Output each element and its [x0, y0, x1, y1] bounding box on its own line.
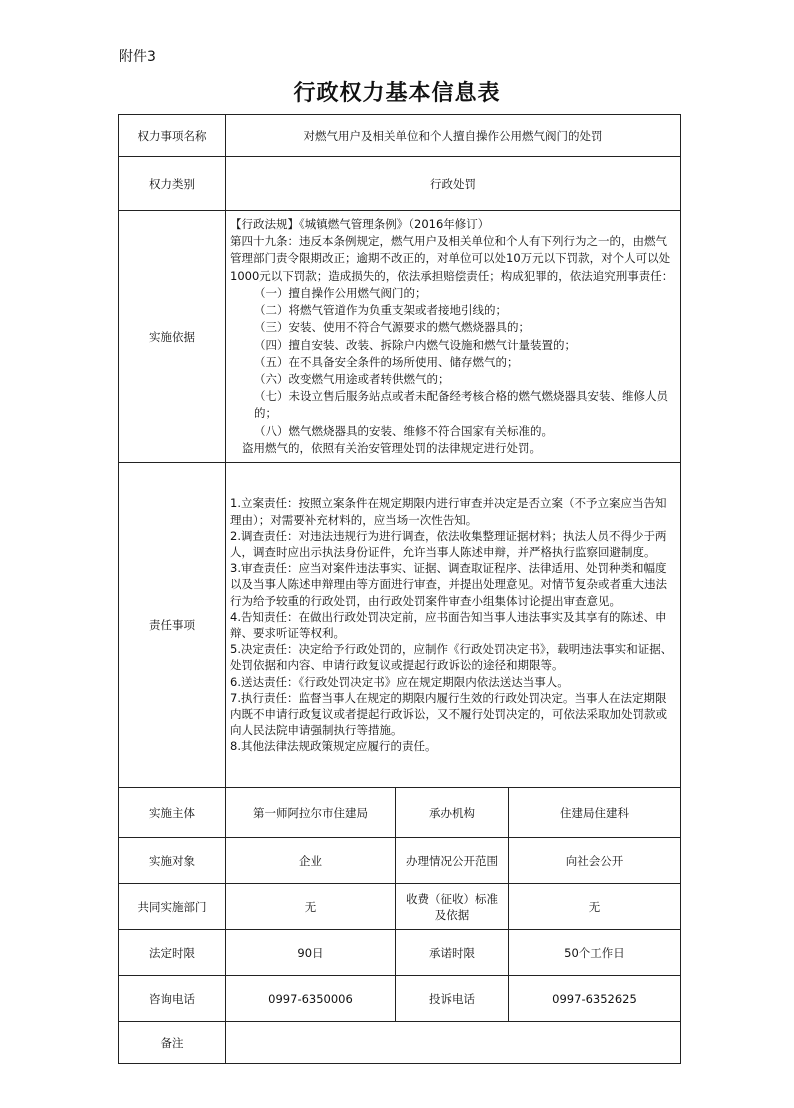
- info-table: [118, 114, 681, 1064]
- subject-value: 第一师阿拉尔市住建局: [226, 788, 396, 838]
- joint-label: 共同实施部门: [119, 884, 226, 930]
- subject-label: 实施主体: [119, 788, 226, 838]
- commit-time-value: 50个工作日: [509, 930, 681, 976]
- target-value: 企业: [226, 838, 396, 884]
- row-target: [119, 838, 681, 884]
- row-time-limit: [119, 930, 681, 976]
- complaint-phone-value: 0997-6352625: [509, 976, 681, 1022]
- responsibility-line: 7.执行责任：监督当事人在规定的期限内履行生效的行政处罚决定。当事人在法定期限内既不申请行政复议或者提起行政诉讼，又不履行处罚决定的，可依法采取加处罚款或向人民法院申请强制执行等措施。: [230, 690, 667, 738]
- row-joint: [119, 884, 681, 930]
- basis-line: （五）在不具备安全条件的场所使用、储存燃气的；: [254, 354, 519, 369]
- item-name-value: 对燃气用户及相关单位和个人擅自操作公用燃气阀门的处罚: [226, 115, 681, 157]
- row-item-name: [119, 115, 681, 157]
- time-limit-label: 法定时限: [119, 930, 226, 976]
- row-responsibility: [119, 463, 681, 788]
- basis-line: （一）擅自操作公用燃气阀门的；: [254, 285, 427, 300]
- attachment-label: 附件3: [119, 49, 156, 65]
- target-label: 实施对象: [119, 838, 226, 884]
- basis-content: [226, 211, 681, 463]
- responsibility-line: 6.送达责任：《行政处罚决定书》应在规定期限内依法送达当事人。: [230, 674, 569, 689]
- basis-line: （七）未设立售后服务站点或者未配备经考核合格的燃气燃烧器具安装、维修人员的；: [254, 389, 668, 421]
- item-name-label: 权力事项名称: [119, 115, 226, 157]
- responsibility-line: 5.决定责任：决定给予行政处罚的，应制作《行政处罚决定书》，载明违法事实和证据、处罚依据和内容、申请行政复议或提起行政诉讼的途径和期限等。: [230, 642, 673, 673]
- category-label: 权力类别: [119, 157, 226, 211]
- fee-label: 收费（征收）标准及依据: [396, 884, 509, 930]
- row-subject: [119, 788, 681, 838]
- organizer-value: 住建局住建科: [509, 788, 681, 838]
- disclosure-label: 办理情况公开范围: [396, 838, 509, 884]
- basis-line: 【行政法规】《城镇燃气管理条例》（2016年修订）: [230, 217, 490, 232]
- page-title: 行政权力基本信息表: [293, 81, 501, 106]
- commit-time-label: 承诺时限: [396, 930, 509, 976]
- basis-line: 第四十九条：违反本条例规定，燃气用户及相关单位和个人有下列行为之一的，由燃气管理部门责令限期改正；逾期不改正的，对单位可以处10万元以下罚款，对个人可以处1000元以下罚款；造成损失的，依法承担赔偿责任；构成犯罪的，依法追究刑事责任：: [230, 234, 674, 283]
- consult-phone-label: 咨询电话: [119, 976, 226, 1022]
- category-value: 行政处罚: [226, 157, 681, 211]
- basis-line: （二）将燃气管道作为负重支架或者接地引线的；: [254, 303, 507, 318]
- row-basis: [119, 211, 681, 463]
- organizer-label: 承办机构: [396, 788, 509, 838]
- basis-line: （八）燃气燃烧器具的安装、维修不符合国家有关标准的。: [254, 423, 553, 438]
- responsibility-line: 4.告知责任：在做出行政处罚决定前，应书面告知当事人违法事实及其享有的陈述、申辩、要求听证等权利。: [230, 609, 667, 640]
- row-phone: [119, 976, 681, 1022]
- basis-label: 实施依据: [119, 211, 226, 463]
- disclosure-value: 向社会公开: [509, 838, 681, 884]
- row-category: [119, 157, 681, 211]
- basis-line: （四）擅自安装、改装、拆除户内燃气设施和燃气计量装置的；: [254, 337, 576, 352]
- responsibility-line: 3.审查责任：应当对案件违法事实、证据、调查取证程序、法律适用、处罚种类和幅度以及当事人陈述申辩理由等方面进行审查，并提出处理意见。对情节复杂或者重大违法行为给予较重的行政处罚，由行政处罚案件审查小组集体讨论提出审查意见。: [230, 561, 667, 608]
- time-limit-value: 90日: [226, 930, 396, 976]
- basis-line: 盗用燃气的，依照有关治安管理处罚的法律规定进行处罚。: [242, 440, 541, 455]
- joint-value: 无: [226, 884, 396, 930]
- consult-phone-value: 0997-6350006: [226, 976, 396, 1022]
- responsibility-label: 责任事项: [119, 463, 226, 788]
- responsibility-content: [226, 463, 681, 788]
- responsibility-line: 1.立案责任：按照立案条件在规定期限内进行审查并决定是否立案（不予立案应当告知理由）；对需要补充材料的，应当场一次性告知。: [230, 496, 667, 527]
- basis-line: （六）改变燃气用途或者转供燃气的；: [254, 371, 450, 386]
- fee-value: 无: [509, 884, 681, 930]
- remark-label: 备注: [119, 1022, 226, 1064]
- responsibility-line: 8.其他法律法规政策规定应履行的责任。: [230, 739, 437, 754]
- basis-line: （三）安装、使用不符合气源要求的燃气燃烧器具的；: [254, 320, 530, 335]
- row-remark: [119, 1022, 681, 1064]
- complaint-phone-label: 投诉电话: [396, 976, 509, 1022]
- remark-value: [226, 1022, 681, 1064]
- responsibility-line: 2.调查责任：对违法违规行为进行调查，依法收集整理证据材料；执法人员不得少于两人，调查时应出示执法身份证件，允许当事人陈述申辩，并严格执行监察回避制度。: [230, 528, 667, 559]
